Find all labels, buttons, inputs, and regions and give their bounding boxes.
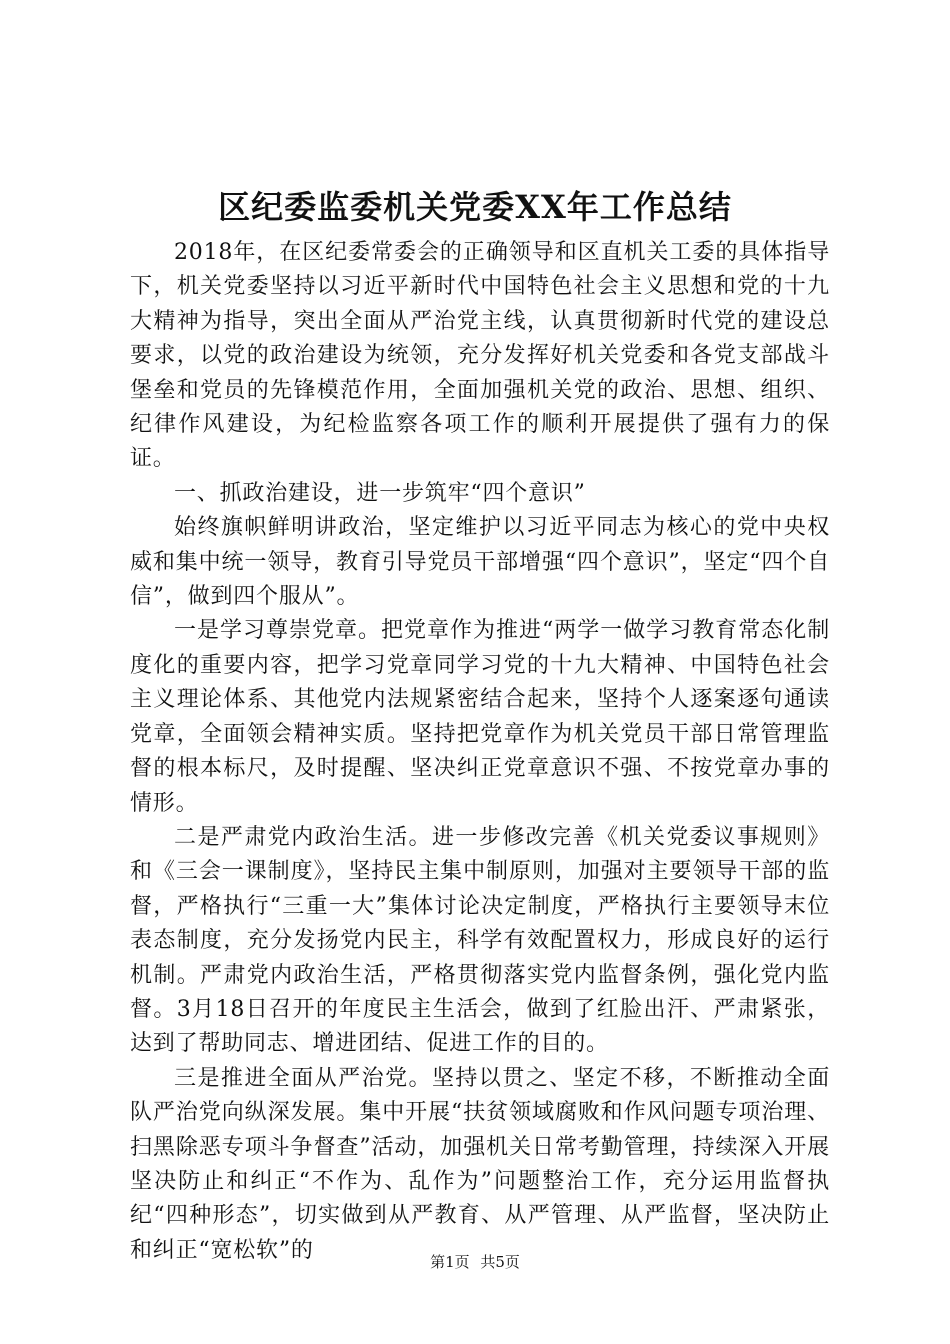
body-paragraph: 二是严肃党内政治生活。进一步修改完善《机关党委议事规则》和《三会一课制度》，坚持民主集中制原则，加强对主要领导干部的监督，严格执行“三重一大”集体讨论决定制度，严格执行主要领导末位表态制度，充分发扬党内民主，科学有效配置权力，形成良好的运行机制。严肃党内政治生活，严格贯彻落实党内监督条例，强化党内监督。3月18日召开的年度民主生活会，做到了红脸出汗、严肃紧张，达到了帮助同志、增进团结、促进工作的目的。 [130,824,830,1057]
document-title: 区纪委监委机关党委XX年工作总结 [218,188,732,226]
body-paragraph: 始终旗帜鲜明讲政治，坚定维护以习近平同志为核心的党中央权威和集中统一领导，教育引导党员干部增强“四个意识”，坚定“四个自信”，做到四个服从”。 [130,515,830,610]
body-paragraph: 一是学习尊崇党章。把党章作为推进“两学一做学习教育常态化制度化的重要内容，把学习党章同学习党的十九大精神、中国特色社会主义理论体系、其他党内法规紧密结合起来，坚持个人逐案逐句通读党章，全面领会精神实质。坚持把党章作为机关党员干部日常管理监督的根本标尺，及时提醒、坚决纠正党章意识不强、不按党章办事的情形。 [130,618,830,816]
page-total: 共5页 [480,1253,520,1271]
body-paragraph: 三是推进全面从严治党。坚持以贯之、坚定不移，不断推动全面队严治党向纵深发展。集中开展“扶贫领域腐败和作风问题专项治理、扫黑除恶专项斗争督查”活动，加强机关日常考勤管理，持续深入开展坚决防止和纠正“不作为、乱作为”问题整治工作，充分运用监督执纪“四种形态”，切实做到从严教育、从严管理、从严监督，坚决防止和纠正“宽松软”的 [130,1065,830,1263]
section-heading: 一、抓政治建设，进一步筑牢“四个意识” [174,480,586,506]
intro-paragraph: 2018年，在区纪委常委会的正确领导和区直机关工委的具体指导下，机关党委坚持以习近平新时代中国特色社会主义思想和党的十九大精神为指导，突出全面从严治党主线，认真贯彻新时代党的建设总要求，以党的政治建设为统领，充分发挥好机关党委和各党支部战斗堡垒和党员的先锋模范作用，全面加强机关党的政治、思想、组织、纪律作风建设，为纪检监察各项工作的顺利开展提供了强有力的保证。 [130,240,830,472]
document-body [130,236,830,1268]
page-footer [0,1252,950,1272]
page-number: 第1页 [430,1253,470,1271]
